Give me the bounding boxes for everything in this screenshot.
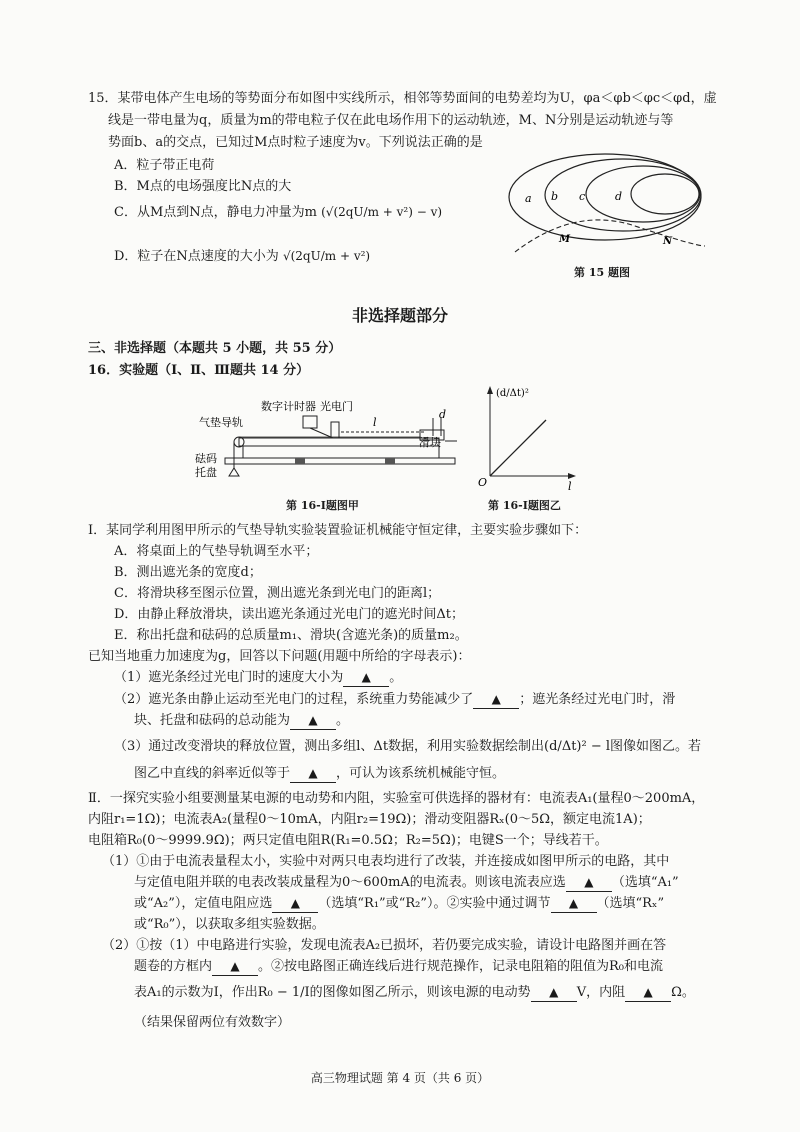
answer-blank-kinetic-energy[interactable]: ▲ (290, 712, 336, 730)
equipotential-c (586, 166, 700, 222)
part1-given: 已知当地重力加速度为g，回答以下问题(用题中所给的字母表示)： (88, 649, 471, 664)
part1-q3-line1: （3）通过改变滑块的释放位置，测出多组l、Δt数据，利用实验数据绘制出(d/Δt)² − l图像如图乙。若 (114, 739, 702, 754)
answer-blank-velocity[interactable]: ▲ (343, 669, 389, 687)
answer-blank-internal-resistance[interactable]: ▲ (625, 984, 671, 1002)
part2-line1: Ⅱ．一探究实验小组要测量某电源的电动势和内阻，实验室可供选择的器材有：电流表A₁(量程0～200mA， (88, 791, 705, 806)
q15-option-c-text: C．从M点到N点，静电力冲量为m (114, 205, 317, 220)
part1-q2-line1 (114, 691, 675, 709)
label-slider: 滑块 (419, 436, 441, 449)
page-footer: 高三物理试题 第 4 页（共 6 页） (310, 1071, 490, 1085)
answer-blank-adjust[interactable]: ▲ (551, 895, 597, 913)
part2-s1-text-c: 或“A₂”），定值电阻应选 (134, 896, 273, 911)
q15-stem-line3: 势面b、a的交点，已知过M点时粒子速度为v。下列说法正确的是 (108, 135, 483, 150)
label-weights: 砝码 (195, 452, 217, 465)
q15-option-a: A．粒子带正电荷 (114, 158, 215, 173)
tray (229, 468, 239, 476)
answer-blank-resistor[interactable]: ▲ (272, 895, 318, 913)
part1-q1 (114, 669, 402, 687)
part2-s1-text-c-post: （选填“Rₓ” (596, 896, 665, 911)
part1-q3-line2 (134, 765, 505, 783)
digital-timer-box (303, 416, 317, 428)
label-a: a (525, 192, 532, 205)
part1-q1-end: 。 (389, 670, 403, 685)
part2-s2-text-b: 题卷的方框内 (134, 959, 213, 974)
part2-line2: 内阻r₁=1Ω)；电流表A₂(量程0～10mA，内阻r₂=19Ω)；滑动变阻器Rₓ(0～5Ω，额定电流1A)； (88, 812, 651, 827)
fig16b-caption: 第 16-Ⅰ题图乙 (488, 499, 561, 512)
photogate (331, 422, 339, 438)
part2-s2-text-c-post: Ω。 (671, 985, 695, 1000)
part2-s2-line2 (134, 958, 663, 976)
label-air-track: 气垫导轨 (199, 416, 243, 429)
x-axis-arrow (568, 473, 576, 479)
part3-header: 三、非选择题（本题共 5 小题，共 55 分） (88, 341, 342, 356)
part2-s1-text-b-post: （选填“A₁” (611, 875, 679, 890)
label-tray: 托盘 (195, 466, 217, 479)
part2-s2-line3 (134, 984, 695, 1002)
graph-v2-vs-l (470, 380, 580, 492)
part1-q2-text: （2）遮光条由静止运动至光电门的过程，系统重力势能减少了 (114, 692, 474, 707)
q15-option-d (114, 248, 370, 265)
part2-s1-line1: （1）①由于电流表量程太小，实验中对两只电表均进行了改装，并连接成如图甲所示的电路，其中 (102, 854, 670, 869)
part1-q1-text: （1）遮光条经过光电门时的速度大小为 (114, 670, 344, 685)
part1-q2-text-b: ；遮光条经过光电门时，滑 (519, 692, 676, 707)
label-b: b (551, 190, 559, 203)
part1-q3-text-b: 图乙中直线的斜率近似等于 (134, 766, 291, 781)
part2-line3: 电阻箱R₀(0～9999.9Ω)；两只定值电阻R(R₁=0.5Ω；R₂=5Ω)；电键S一个；导线若干。 (88, 833, 608, 848)
track-foot-left (295, 458, 305, 464)
air-track-top (239, 438, 439, 446)
label-n: N (663, 236, 673, 247)
straight-line (490, 420, 546, 476)
origin-label: O (478, 476, 488, 489)
label-m: M (559, 234, 571, 245)
part2-s2-text-b-post: 。②按电路图正确连线后进行规范操作，记录电阻箱的阻值为R₀和电流 (258, 959, 664, 974)
part2-s2-line1: （2）①按（1）中电路进行实验，发现电流表A₂已损坏，若仍要完成实验，请设计电路图并画在答 (102, 938, 667, 953)
part2-s2-text-c: 表A₁的示数为I，作出R₀ − 1/I的图像如图乙所示，则该电源的电动势 (134, 985, 531, 1000)
fig16a-caption: 第 16-Ⅰ题图甲 (286, 499, 359, 512)
q15-option-b: B．M点的电场强度比N点的大 (114, 179, 292, 194)
part2-s1-line2 (134, 874, 679, 892)
x-axis-label: l (568, 480, 572, 492)
part1-q2-text-c: 块、托盘和砝码的总动能为 (134, 713, 291, 728)
part2-s1-text-c-mid: （选填“R₁”或“R₂”）。②实验中通过调节 (318, 896, 551, 911)
step-e: E．称出托盘和砝码的总质量m₁、滑块(含遮光条)的质量m₂。 (114, 628, 468, 643)
label-c: c (579, 190, 586, 203)
q15-option-c-expression: (√(2qU/m + v²) − v) (321, 205, 443, 219)
part1-q2-end: 。 (336, 713, 350, 728)
q15-option-c (114, 204, 442, 221)
q15-option-d-text: D．粒子在N点速度的大小为 (114, 249, 279, 264)
part1-intro: Ⅰ．某同学利用图甲所示的气垫导轨实验装置验证机械能守恒定律，主要实验步骤如下： (88, 523, 588, 538)
answer-blank-ammeter[interactable]: ▲ (566, 874, 612, 892)
part2-s1-line3 (134, 895, 664, 913)
answer-blank-circuit[interactable]: ▲ (212, 958, 258, 976)
particle-trajectory (515, 220, 705, 252)
q15-equipotential-figure (505, 150, 715, 260)
q15-stem-line1: 15．某带电体产生电场的等势面分布如图中实线所示，相邻等势面间的电势差均为U，φa＜φb＜φc＜φd，虚 (88, 91, 717, 106)
step-d: D．由静止释放滑块，读出遮光条通过光电门的遮光时间Δt； (114, 607, 465, 622)
label-photogate: 光电门 (320, 400, 353, 413)
table (225, 458, 455, 464)
answer-blank-slope[interactable]: ▲ (290, 765, 336, 783)
step-c: C．将滑块移至图示位置，测出遮光条到光电门的距离l； (114, 586, 441, 601)
label-d: d (615, 190, 623, 203)
label-digital-timer: 数字计时器 (261, 400, 316, 413)
air-track-figure (195, 396, 460, 492)
q16-header: 16．实验题（Ⅰ、Ⅱ、Ⅲ题共 14 分） (88, 363, 310, 378)
track-foot-right (385, 458, 395, 464)
part2-s1-text-b: 与定值电阻并联的电表改装成量程为0～600mA的电流表。则该电流表应选 (134, 875, 566, 890)
step-b: B．测出遮光条的宽度d； (114, 565, 262, 580)
part2-s1-line4: 或“R₀”），以获取多组实验数据。 (134, 917, 325, 932)
label-width-d: d (439, 408, 447, 421)
q15-option-d-expression: √(2qU/m + v²) (282, 249, 371, 263)
q15-stem-line2: 线是一带电量为q，质量为m的带电粒子仅在此电场作用下的运动轨迹，M、N分别是运动轨迹与等 (108, 113, 674, 128)
y-axis-arrow (487, 386, 493, 394)
part1-q2-line2 (134, 712, 349, 730)
q15-figure-caption: 第 15 题图 (574, 266, 630, 279)
part2-note: （结果保留两位有效数字） (134, 1015, 291, 1030)
step-a: A．将桌面上的气垫导轨调至水平； (114, 544, 319, 559)
answer-blank-potential-energy[interactable]: ▲ (473, 691, 519, 709)
equipotential-d (631, 174, 699, 214)
label-distance-l: l (373, 416, 377, 429)
air-track-body (243, 446, 439, 458)
y-axis-label: (d/Δt)² (496, 388, 529, 399)
timer-cable (310, 428, 333, 438)
answer-blank-emf[interactable]: ▲ (531, 984, 577, 1002)
section-title: 非选择题部分 (351, 306, 448, 325)
part2-s2-text-c-mid: V，内阻 (576, 985, 626, 1000)
part1-q3-end: ，可认为该系统机械能守恒。 (336, 766, 506, 781)
